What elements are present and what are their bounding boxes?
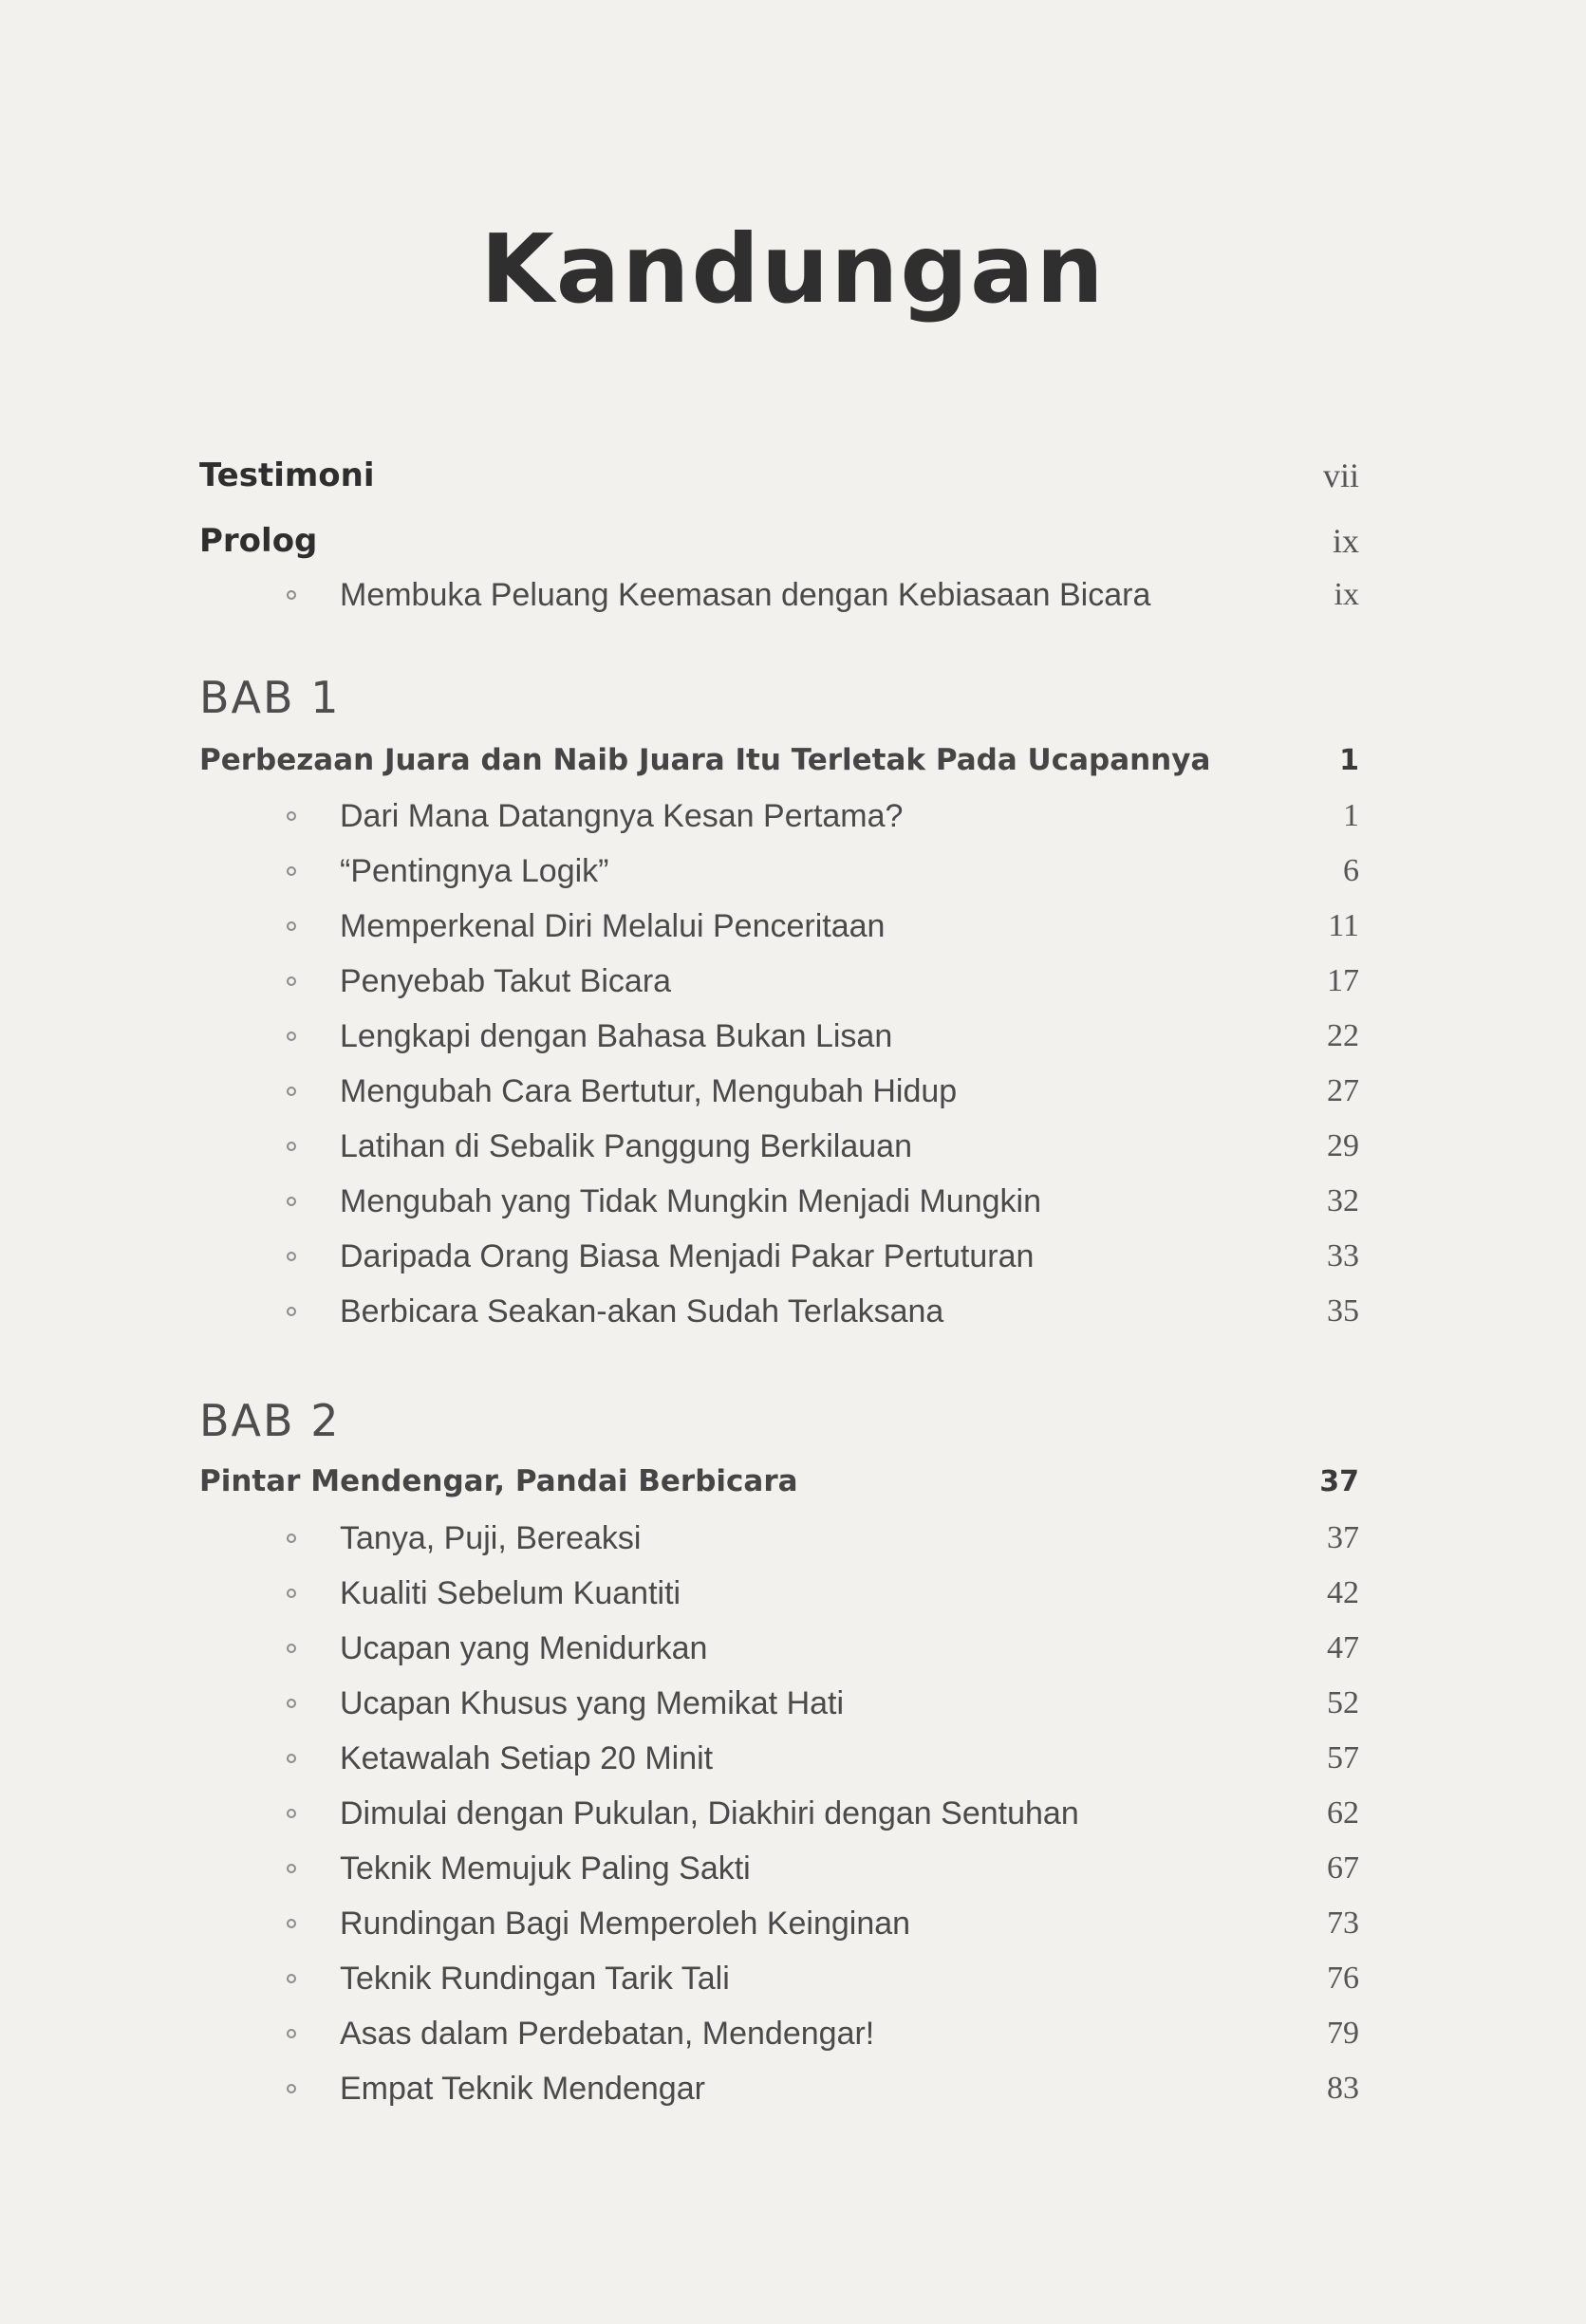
toc-subentry-page: 57 — [1327, 1740, 1359, 1776]
toc-subentry-label: Ucapan Khusus yang Memikat Hati — [340, 1684, 845, 1721]
toc-subentry-page: ix — [1334, 577, 1359, 612]
toc-subentry[interactable] — [199, 1178, 1359, 1225]
toc-subentry[interactable] — [199, 792, 1359, 840]
toc-subentry-label: Tanya, Puji, Bereaksi — [340, 1519, 642, 1556]
toc-subentry[interactable] — [199, 2065, 1359, 2112]
toc-subentry-label: Memperkenal Diri Melalui Penceritaan — [340, 907, 886, 944]
page-title: Kandungan — [480, 214, 1106, 325]
toc-subentry[interactable] — [199, 1900, 1359, 1947]
toc-subentry[interactable] — [199, 2010, 1359, 2057]
toc-subentry-page: 32 — [1327, 1183, 1359, 1218]
bullet-icon — [287, 866, 296, 876]
bullet-icon — [287, 1589, 296, 1598]
bullet-icon — [287, 1032, 296, 1041]
toc-subentry-page: 73 — [1327, 1906, 1359, 1941]
toc-entry-prolog[interactable] — [199, 517, 1359, 565]
chapter-title-entry[interactable] — [199, 1458, 1359, 1505]
chapter-title-entry[interactable] — [199, 736, 1359, 784]
bullet-icon — [287, 590, 296, 600]
bullet-icon — [287, 1644, 296, 1653]
toc-subentry[interactable] — [199, 902, 1359, 950]
toc-subentry-page: 6 — [1343, 853, 1359, 888]
toc-subentry[interactable] — [199, 1625, 1359, 1672]
toc-subentry-page: 52 — [1327, 1685, 1359, 1720]
bullet-icon — [287, 976, 296, 986]
toc-subentry-page: 76 — [1327, 1961, 1359, 1996]
chapter-title: Pintar Mendengar, Pandai Berbicara — [199, 1464, 798, 1498]
toc-subentry-label: Latihan di Sebalik Panggung Berkilauan — [340, 1127, 913, 1164]
toc-subentry-label: Penyebab Takut Bicara — [340, 962, 672, 999]
toc-subentry-label: Membuka Peluang Keemasan dengan Kebiasaan Bicara — [340, 576, 1151, 613]
toc-subentry-label: Daripada Orang Biasa Menjadi Pakar Pertuturan — [340, 1237, 1035, 1274]
toc-entry-label: Prolog — [199, 522, 318, 560]
toc-subentry-label: Ucapan yang Menidurkan — [340, 1629, 708, 1666]
toc-subentry[interactable] — [199, 1570, 1359, 1617]
toc-subentry-label: Ketawalah Setiap 20 Minit — [340, 1739, 714, 1776]
bullet-icon — [287, 1534, 296, 1543]
toc-subentry[interactable] — [199, 1790, 1359, 1837]
bullet-icon — [287, 811, 296, 821]
bullet-icon — [287, 2084, 296, 2093]
toc-subentry[interactable] — [199, 1013, 1359, 1060]
bullet-icon — [287, 1307, 296, 1316]
toc-subentry-label: Dari Mana Datangnya Kesan Pertama? — [340, 797, 904, 834]
toc-subentry[interactable] — [199, 1068, 1359, 1115]
toc-entry-page: ix — [1332, 522, 1359, 560]
bullet-icon — [287, 921, 296, 931]
toc-subentry-label: Teknik Rundingan Tarik Tali — [340, 1960, 730, 1997]
chapter-page: 37 — [1319, 1464, 1359, 1498]
toc-subentry[interactable] — [199, 847, 1359, 895]
bullet-icon — [287, 1919, 296, 1928]
toc-subentry-page: 33 — [1327, 1238, 1359, 1274]
bullet-icon — [287, 1087, 296, 1096]
toc-subentry-label: Mengubah Cara Bertutur, Mengubah Hidup — [340, 1072, 958, 1109]
toc-subentry-page: 37 — [1327, 1520, 1359, 1555]
toc-entry-label: Testimoni — [199, 456, 375, 494]
toc-entry-page: vii — [1322, 456, 1359, 494]
toc-subentry-page: 29 — [1327, 1128, 1359, 1163]
bullet-icon — [287, 1974, 296, 1983]
chapter-page: 1 — [1339, 743, 1359, 777]
toc-subentry-page: 62 — [1327, 1795, 1359, 1831]
toc-subentry-page: 83 — [1327, 2071, 1359, 2106]
chapter-label: BAB 2 — [199, 1395, 341, 1446]
toc-subentry-page: 11 — [1328, 908, 1359, 943]
toc-subentry[interactable] — [199, 1288, 1359, 1335]
toc-subentry-page: 79 — [1327, 2016, 1359, 2051]
bullet-icon — [287, 1252, 296, 1261]
toc-subentry-label: Empat Teknik Mendengar — [340, 2070, 705, 2107]
toc-subentry[interactable] — [199, 1845, 1359, 1892]
toc-subentry-page: 67 — [1327, 1850, 1359, 1886]
toc-subentry-page: 47 — [1327, 1630, 1359, 1665]
chapter-title: Perbezaan Juara dan Naib Juara Itu Terletak Pada Ucapannya — [199, 743, 1211, 777]
toc-subentry-label: Rundingan Bagi Memperoleh Keinginan — [340, 1905, 911, 1942]
toc-subentry-page: 42 — [1327, 1575, 1359, 1610]
toc-subentry[interactable] — [199, 1233, 1359, 1280]
toc-subentry[interactable] — [199, 1680, 1359, 1727]
toc-subentry-label: Lengkapi dengan Bahasa Bukan Lisan — [340, 1017, 893, 1054]
toc-entry-testimoni[interactable] — [199, 452, 1359, 499]
toc-subentry[interactable] — [199, 1515, 1359, 1562]
bullet-icon — [287, 2029, 296, 2038]
toc-subentry-label: “Pentingnya Logik” — [340, 852, 609, 889]
toc-subentry[interactable] — [199, 571, 1359, 619]
toc-subentry-label: Asas dalam Perdebatan, Mendengar! — [340, 2015, 875, 2052]
bullet-icon — [287, 1754, 296, 1763]
toc-subentry-label: Mengubah yang Tidak Mungkin Menjadi Mungkin — [340, 1182, 1042, 1219]
toc-subentry[interactable] — [199, 1735, 1359, 1782]
bullet-icon — [287, 1197, 296, 1206]
bullet-icon — [287, 1699, 296, 1708]
toc-subentry-page: 17 — [1327, 963, 1359, 998]
toc-subentry-label: Berbicara Seakan-akan Sudah Terlaksana — [340, 1292, 944, 1329]
toc-subentry[interactable] — [199, 1123, 1359, 1170]
toc-subentry[interactable] — [199, 957, 1359, 1005]
bullet-icon — [287, 1809, 296, 1818]
toc-subentry-page: 35 — [1327, 1293, 1359, 1329]
toc-subentry-label: Kualiti Sebelum Kuantiti — [340, 1574, 681, 1611]
toc-subentry[interactable] — [199, 1955, 1359, 2002]
chapter-label: BAB 1 — [199, 672, 341, 723]
toc-subentry-page: 27 — [1327, 1073, 1359, 1108]
toc-subentry-page: 1 — [1343, 798, 1359, 833]
toc-subentry-page: 22 — [1327, 1018, 1359, 1053]
toc-subentry-label: Teknik Memujuk Paling Sakti — [340, 1850, 751, 1887]
bullet-icon — [287, 1864, 296, 1873]
toc-subentry-label: Dimulai dengan Pukulan, Diakhiri dengan Sentuhan — [340, 1794, 1079, 1831]
bullet-icon — [287, 1142, 296, 1151]
